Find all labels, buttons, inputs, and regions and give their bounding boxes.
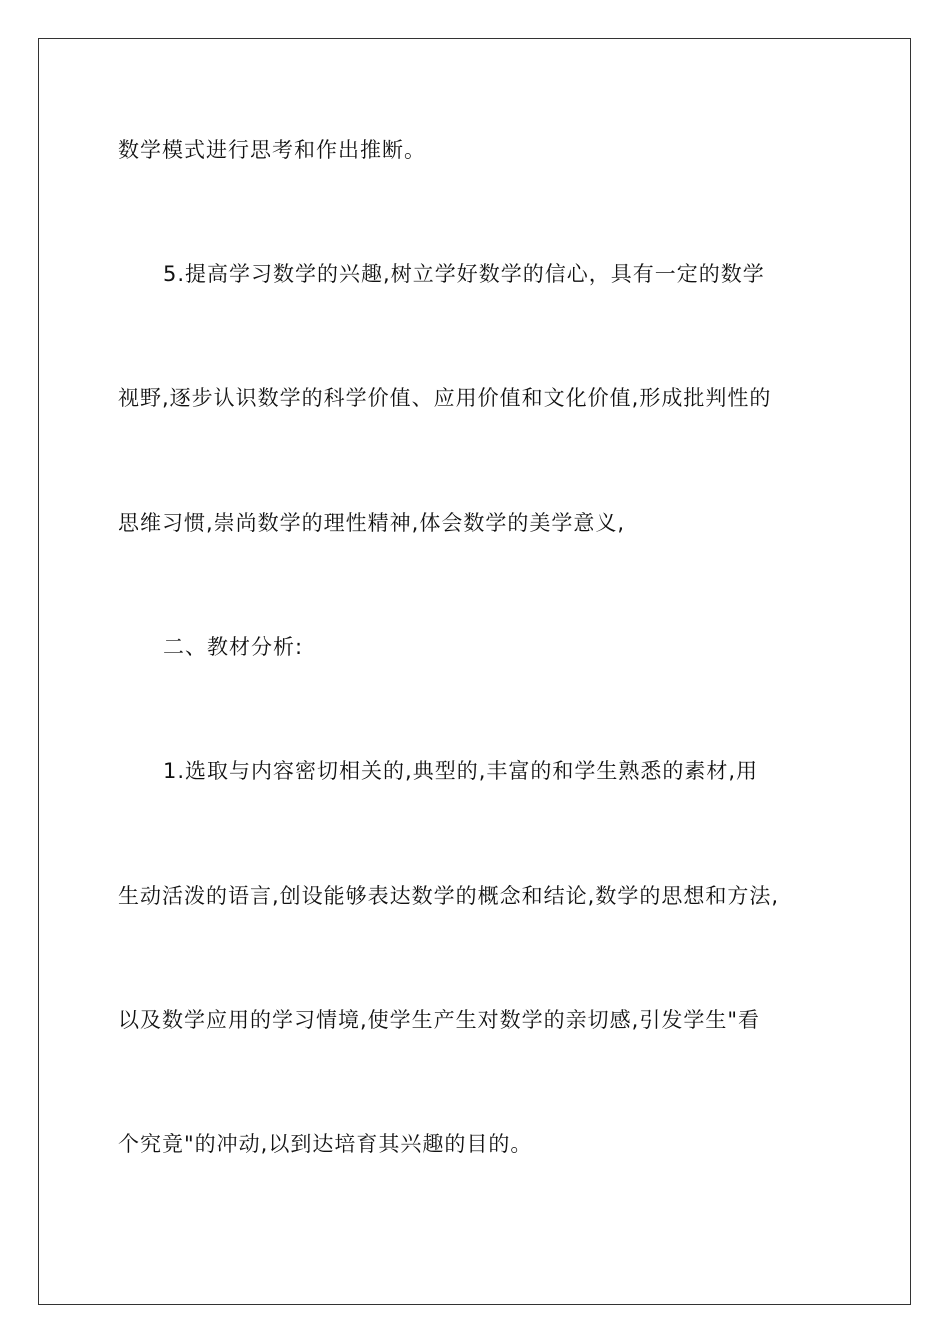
section-heading: 二、教材分析:: [163, 635, 304, 659]
text-line-3: 视野,逐步认识数学的科学价值、应用价值和文化价值,形成批判性的: [118, 386, 772, 410]
text-line-1: 数学模式进行思考和作出推断。: [118, 138, 426, 162]
text-line-4: 思维习惯,崇尚数学的理性精神,体会数学的美学意义,: [118, 511, 626, 535]
text-line-7: 生动活泼的语言,创设能够表达数学的概念和结论,数学的思想和方法,: [118, 884, 780, 908]
text-line-9: 个究竟"的冲动,以到达培育其兴趣的目的。: [118, 1132, 533, 1156]
text-line-6: 1.选取与内容密切相关的,典型的,丰富的和学生熟悉的素材,用: [163, 759, 759, 783]
page-border: [38, 38, 911, 1305]
text-line-2: 5.提高学习数学的兴趣,树立学好数学的信心，具有一定的数学: [163, 262, 765, 286]
text-line-8: 以及数学应用的学习情境,使学生产生对数学的亲切感,引发学生"看: [118, 1008, 761, 1032]
